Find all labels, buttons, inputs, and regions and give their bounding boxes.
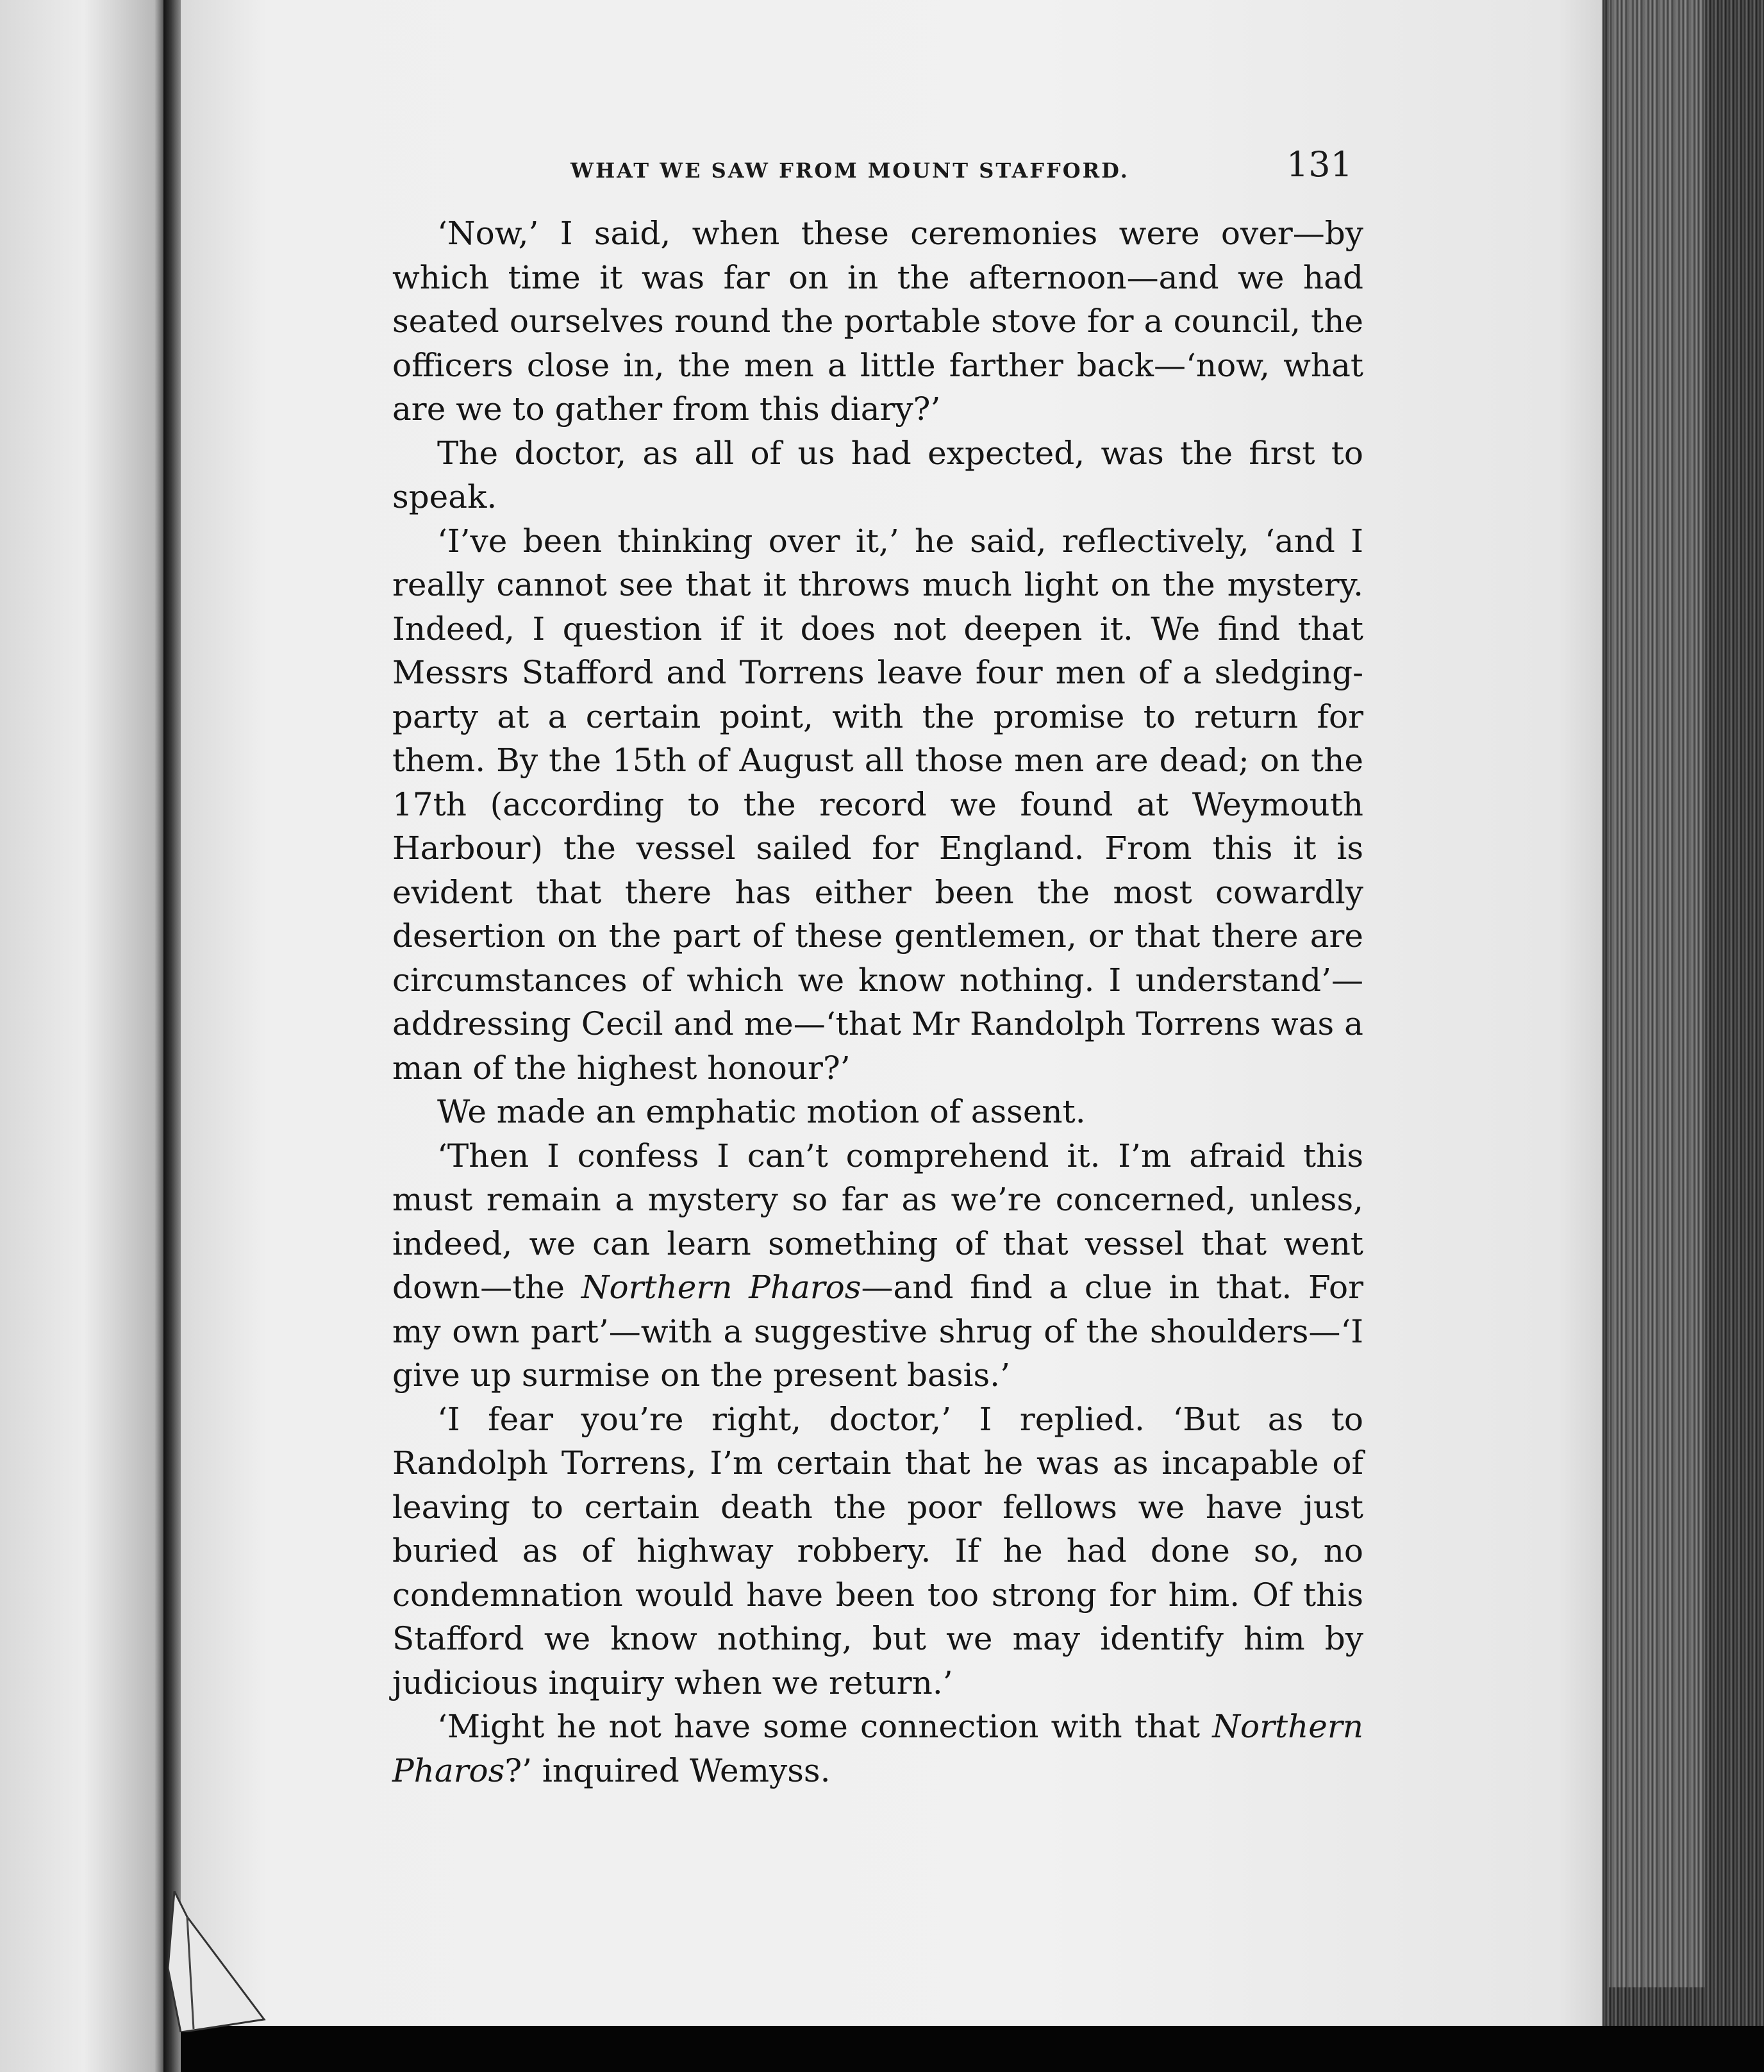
torn-corner-fold — [168, 1891, 270, 2032]
paragraph-text: ?’ inquired Wemyss. — [504, 1751, 831, 1789]
paragraph-text: ‘Might he not have some connection with that — [437, 1708, 1213, 1745]
ship-name-italic: Northern Pharos — [581, 1269, 861, 1306]
paragraph-text: ‘Then I confess I can’t comprehend it. I’m afraid this must remain a mystery so far as we’re concerned, unless, indeed, we can learn something of that vessel that went down—the — [392, 1137, 1363, 1306]
page-header — [397, 144, 1352, 196]
running-head: WHAT WE SAW FROM MOUNT STAFFORD. — [570, 158, 1129, 183]
paragraph-text: —and find a clue in that. For my own part’—with a suggestive shrug of the shoulders—‘I give up surmise on the present basis.’ — [392, 1269, 1363, 1394]
scan-bottom-margin — [181, 2026, 1764, 2072]
paragraph: The doctor, as all of us had expected, was the first to speak. — [392, 434, 1363, 515]
paragraph — [392, 1705, 1363, 1792]
page-number: 131 — [1286, 144, 1352, 185]
paragraph: We made an emphatic motion of assent. — [437, 1093, 1086, 1130]
body-text — [392, 212, 1363, 1792]
book-gutter — [163, 0, 183, 2072]
paragraph: ‘Now,’ I said, when these ceremonies were over—by which time it was far on in the afternoon—and we had seated ourselves round the portable stove for a council, the officers close in, the men a little farther back—‘now, what are we to gather from this diary?’ — [392, 215, 1363, 428]
paragraph — [392, 1134, 1363, 1398]
paragraph: ‘I fear you’re right, doctor,’ I replied. ‘But as to Randolph Torrens, I’m certain that he was as incapable of leaving to certain death the poor fellows we have just buried as of highway robbery. If he had done so, no condemnation would have been too strong for him. Of this Stafford we know nothing, but we may identify him by judicious inquiry when we return.’ — [392, 1400, 1363, 1701]
facing-page-edge — [0, 0, 168, 2072]
page-block-highlight — [1609, 0, 1705, 1987]
ship-name-italic: Northern Pharos — [392, 1708, 1363, 1789]
paragraph: ‘I’ve been thinking over it,’ he said, reflectively, ‘and I really cannot see that it throws much light on the mystery. Indeed, I question if it does not deepen it. We find that Messrs Stafford and Torrens leave four men of a sledging-party at a certain point, with the promise to return for them. By the 15th of August all those men are dead; on the 17th (according to the record we found at Weymouth Harbour) the vessel sailed for England. From this it is evident that there has either been the most cowardly desertion on the part of these gentlemen, or that there are circumstances of which we know nothing. I understand’—addressing Cecil and me—‘that Mr Randolph Torrens was a man of the highest honour?’ — [392, 522, 1363, 1087]
